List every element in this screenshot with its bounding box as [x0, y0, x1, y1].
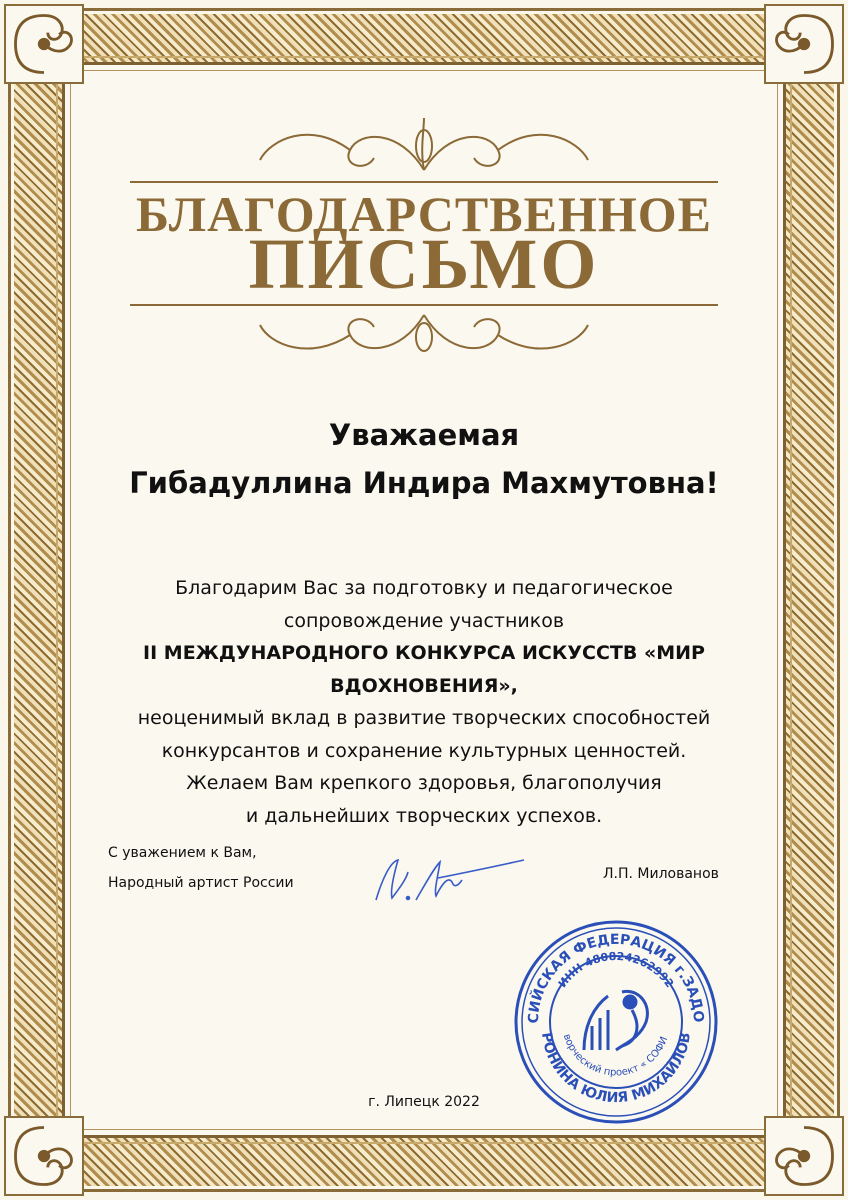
message-line: II МЕЖДУНАРОДНОГО КОНКУРСА ИСКУССТВ «МИР ВДОХНОВЕНИЯ»,: [143, 642, 705, 697]
message-line: неоценимый вклад в развитие творческих способностей: [137, 707, 711, 729]
message-body: [90, 572, 758, 832]
signer-position: Народный артист России: [108, 875, 294, 891]
message-line: сопровождение участников: [283, 609, 565, 632]
signature-left-block: [108, 838, 294, 898]
svg-text:ВОРОНИНА ЮЛИЯ МИХАЙЛОВНА: РОНИНА ЮЛИЯ МИХАЙЛОВ: [538, 1031, 694, 1107]
handwritten-signature-icon: [368, 850, 528, 910]
svg-text:Творческий проект « СОФИ »: ворческий проект « СОФИ: [560, 1032, 671, 1079]
message-line: конкурсантов и сохранение культурных ценностей.: [161, 739, 687, 762]
header-flourish-icon: [130, 110, 718, 190]
regards-text: С уважением к Вам,: [108, 845, 257, 861]
message-line: Благодарим Вас за подготовку и педагогическое: [175, 577, 673, 599]
svg-text:ИНН 480824262992: ИНН 480824262992: [555, 949, 677, 991]
message-line: и дальнейших творческих успехов.: [245, 804, 603, 827]
city-year: г. Липецк 2022: [368, 1094, 480, 1110]
recipient-name: Гибадуллина Индира Махмутовна!: [129, 466, 719, 500]
corner-ornament-icon: [764, 1116, 844, 1196]
title-line1: БЛАГОДАРСТВЕННОЕ: [136, 186, 712, 242]
svg-text:РОССИЙСКАЯ ФЕДЕРАЦИЯ г.ЗАДОНСК: СИЙСКАЯ ФЕДЕРАЦИЯ г.ЗАДО: [525, 931, 707, 1024]
title-line2: ПИСЬМО: [248, 224, 600, 304]
corner-ornament-icon: [4, 1116, 84, 1196]
signer-name: Л.П. Милованов: [603, 866, 719, 882]
greeting: Уважаемая: [328, 418, 520, 452]
corner-ornament-icon: [4, 4, 84, 84]
corner-ornament-icon: [764, 4, 844, 84]
message-line: Желаем Вам крепкого здоровья, благополучия: [186, 772, 662, 794]
footer-flourish-icon: [130, 295, 718, 365]
